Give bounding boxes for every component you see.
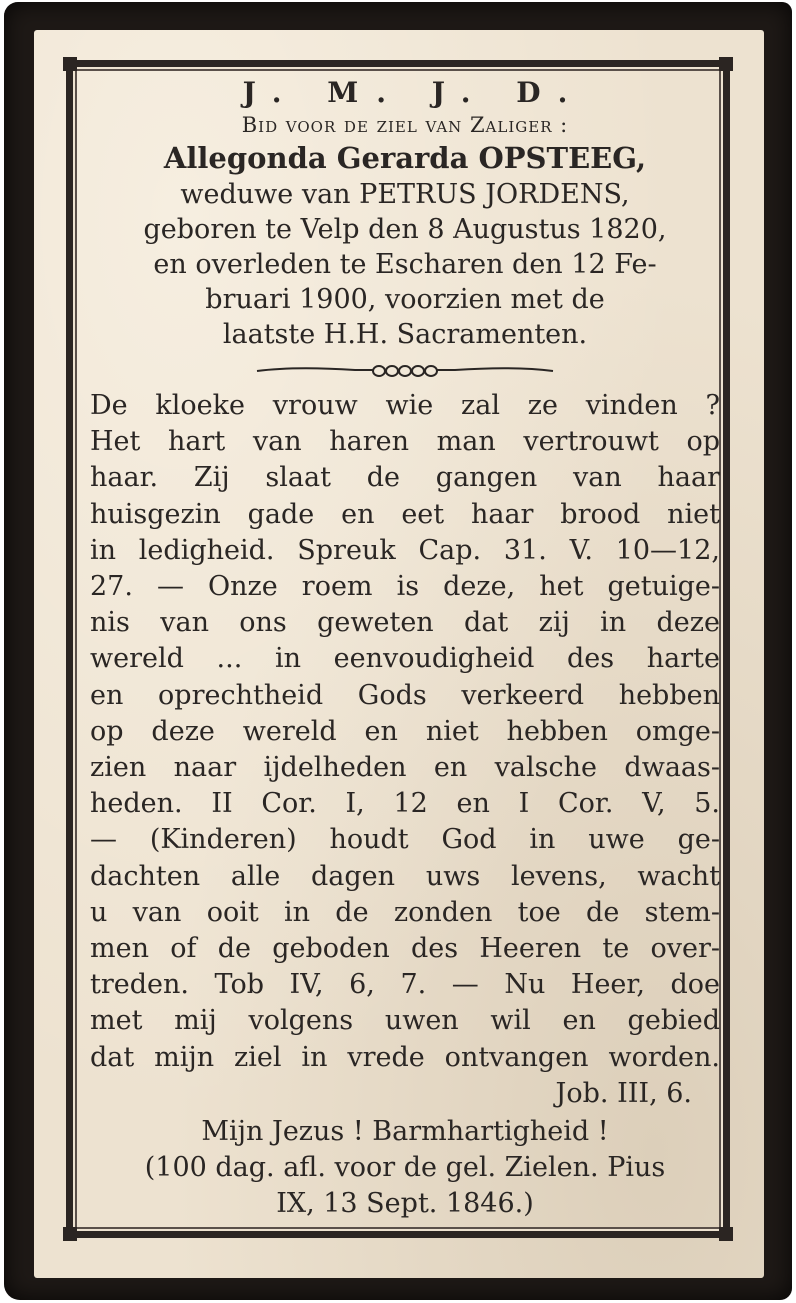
card-text bbox=[90, 76, 720, 1222]
death-line-3: laatste H.H. Sacramenten. bbox=[222, 319, 588, 350]
text-line: u van ooit in de zonden toe de stem- bbox=[90, 896, 720, 928]
scripture-reference: Job. III, 6. bbox=[555, 1077, 692, 1109]
text-line: heden. II Cor. I, 12 en I Cor. V, 5. bbox=[90, 788, 720, 820]
text-line: nis van ons geweten dat zij in deze bbox=[90, 607, 720, 639]
header-initials: J. M. J. D. bbox=[242, 76, 586, 109]
frame-corner-bottom-left bbox=[63, 1227, 77, 1241]
closing-prayer: Mijn Jezus ! Barmhartigheid ! bbox=[201, 1115, 609, 1147]
deceased-name: Allegonda Gerarda OPSTEEG, bbox=[163, 141, 647, 175]
text-line: treden. Tob IV, 6, 7. — Nu Heer, doe bbox=[90, 969, 720, 1001]
text-line: haar. Zij slaat de gangen van haar bbox=[90, 462, 720, 494]
death-line-1: en overleden te Escharen den 12 Fe- bbox=[153, 249, 657, 280]
frame-corner-bottom-right bbox=[719, 1227, 733, 1241]
text-line: men of de geboden des Heeren te over- bbox=[90, 933, 720, 965]
indulgence-line-2: IX, 13 Sept. 1846.) bbox=[276, 1187, 534, 1219]
text-line: dachten alle dagen uws levens, wacht bbox=[90, 860, 720, 892]
memorial-card bbox=[4, 2, 792, 1300]
text-line: 27. — Onze roem is deze, het getuige- bbox=[90, 571, 720, 603]
ornamental-divider-icon bbox=[255, 362, 555, 380]
card-paper bbox=[34, 30, 764, 1278]
birth-line: geboren te Velp den 8 Augustus 1820, bbox=[143, 214, 667, 245]
death-line-2: bruari 1900, voorzien met de bbox=[205, 284, 605, 315]
text-line: op deze wereld en niet hebben omge- bbox=[90, 715, 720, 747]
text-line: in ledigheid. Spreuk Cap. 31. V. 10—12, bbox=[90, 534, 720, 566]
indulgence-line-1: (100 dag. afl. voor de gel. Zielen. Pius bbox=[144, 1151, 666, 1183]
text-line: — (Kinderen) houdt God in uwe ge- bbox=[90, 824, 720, 856]
text-line: zien naar ijdelheden en valsche dwaas- bbox=[90, 752, 720, 784]
widow-line: weduwe van PETRUS JORDENS, bbox=[180, 179, 630, 210]
text-line: en oprechtheid Gods verkeerd hebben bbox=[90, 679, 720, 711]
text-line: De kloeke vrouw wie zal ze vinden ? bbox=[90, 390, 720, 421]
text-line: wereld ... in eenvoudigheid des harte bbox=[90, 643, 720, 675]
text-line: met mij volgens uwen wil en gebied bbox=[90, 1005, 720, 1037]
prayer-request: Bid voor de ziel van Zaliger : bbox=[241, 113, 569, 137]
scripture-text bbox=[90, 388, 720, 1076]
frame-corner-top-right bbox=[719, 57, 733, 71]
text-line: Het hart van haren man vertrouwt op bbox=[90, 426, 720, 458]
text-line: huisgezin gade en eet haar brood niet bbox=[90, 498, 720, 530]
text-line: dat mijn ziel in vrede ontvangen worden. bbox=[90, 1041, 720, 1073]
frame-corner-top-left bbox=[63, 57, 77, 71]
